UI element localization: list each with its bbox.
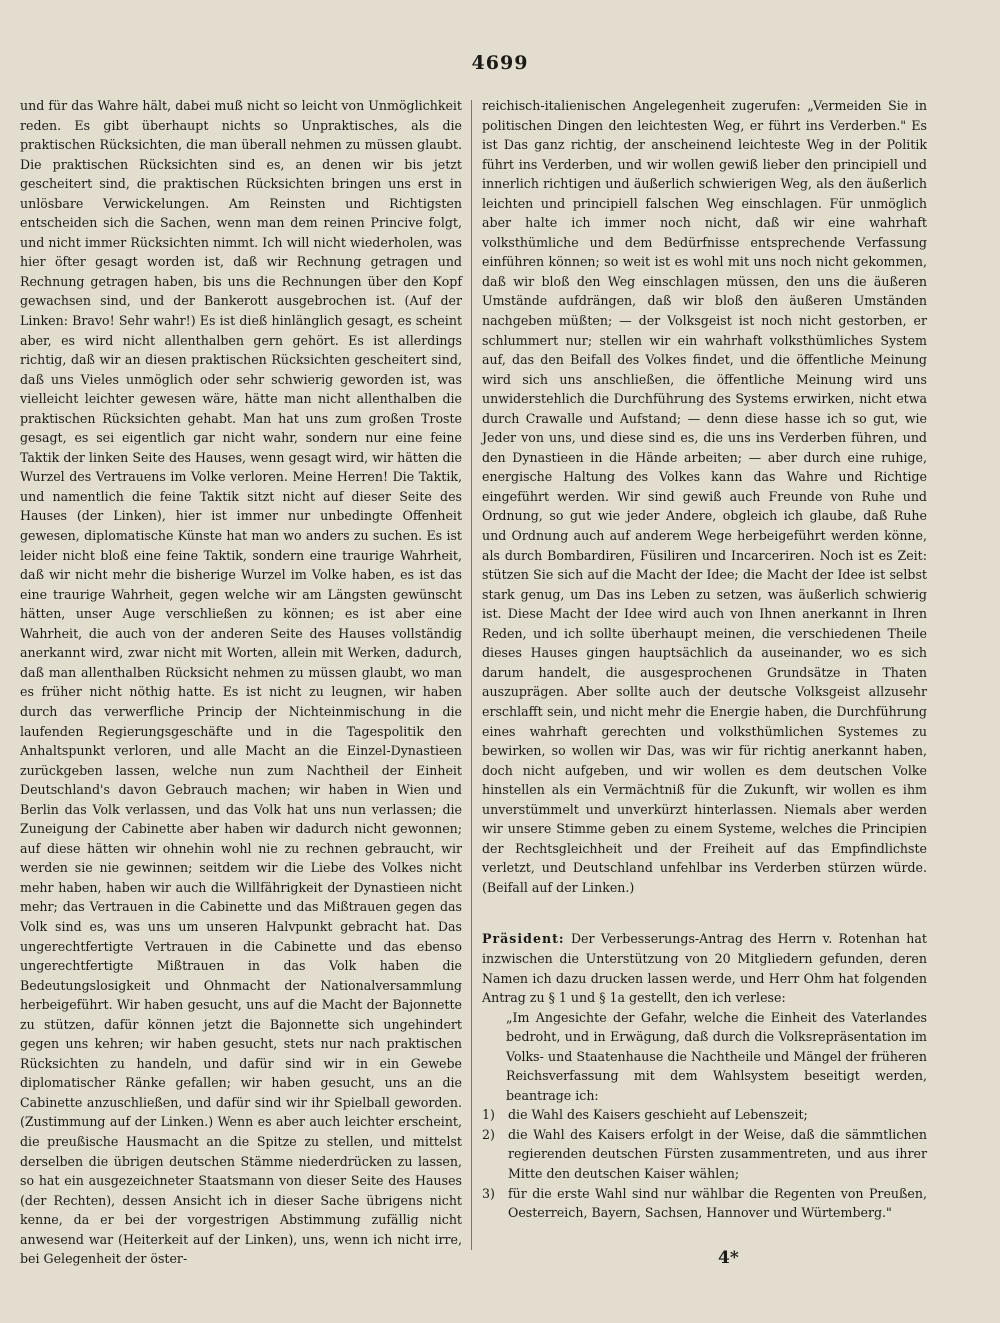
motion-list <box>482 1105 927 1222</box>
president-text: Der Verbesserungs-Antrag des Herrn v. Rotenhan hat inzwischen die Unterstützung von 20 Mitgliedern gefunden, deren Namen ich dazu drucken lassen werde, und Herr Ohm hat folgenden Antrag zu § 1 und § 1a gestellt, den ich verlese: <box>482 931 927 1006</box>
list-item-text: die Wahl des Kaisers geschieht auf Lebenszeit; <box>508 1107 808 1123</box>
right-column <box>482 96 927 1223</box>
left-column <box>20 96 462 1269</box>
list-item-text: für die erste Wahl sind nur wählbar die Regenten von Preußen, Oesterreich, Bayern, Sachsen, Hannover und Würtemberg." <box>508 1185 927 1221</box>
list-item-number: 2) <box>482 1126 495 1142</box>
left-paragraph: und für das Wahre hält, dabei muß nicht so leicht von Unmöglichkeit reden. Es gibt überhaupt nichts so Unpraktisches, als die praktischen Rücksichten, die man überall nehmen zu müssen glaubt. Die praktischen Rücksichten sind es, an denen wir bis jetzt gescheitert sind, die praktischen Rücksichten bringen uns erst in unlösbare Verwickelungen. Am Reinsten und Richtigsten entscheiden sich die Sachen, wenn man dem reinen Princive folgt, und nicht immer Rücksichten nimmt. Ich will nicht wiederholen, was hier öfter gesagt worden ist, daß wir Rechnung getragen und Rechnung getragen haben, bis uns die Rechnungen über den Kopf gewachsen sind, und der Bankerott ausgebrochen ist. (Auf der Linken: Bravo! Sehr wahr!) Es ist dieß hinlänglich gesagt, es scheint aber, es wird nicht allenthalben gern gehört. Es ist allerdings richtig, daß wir an diesen praktischen Rücksichten gescheitert sind, daß uns Vieles unmöglich oder sehr schwierig geworden ist, was vielleicht leichter gewesen wäre, hätte man nicht allenthalben die praktischen Rücksichten gehabt. Man hat uns zum großen Troste gesagt, es sei eigentlich gar nicht wahr, sondern nur eine feine Taktik der linken Seite des Hauses, wenn gesagt wird, wir hätten die Wurzel des Vertrauens im Volke verloren. Meine Herren! Die Taktik, und namentlich die feine Taktik sitzt nicht auf dieser Seite des Hauses (der Linken), hier ist immer nur unbedingte Offenheit gewesen, diplomatische Künste hat man wo anders zu suchen. Es ist leider nicht bloß eine feine Taktik, sondern eine traurige Wahrheit, daß wir nicht mehr die bisherige Wurzel im Volke haben, es ist das eine traurige Wahrheit, gegen welche wir am Längsten gewünscht hätten, unser Auge verschließen zu können; es ist aber eine Wahrheit, die auch von der anderen Seite des Hauses vollständig anerkannt wird, zwar nicht mit Worten, allein mit Werken, dadurch, daß man allenthalben Rücksicht nehmen zu müssen glaubt, wo man es früher nicht nöthig hatte. Es ist nicht zu leugnen, wir haben durch das verwerfliche Princip der Nichteinmischung in die laufenden Regierungsgeschäfte und in die Tagespolitik den Anhaltspunkt verloren, und alle Macht an die Einzel-Dynastieen zurückgeben lassen, welche nun zum Nachtheil der Einheit Deutschland's davon Gebrauch machen; wir haben in Wien und Berlin das Volk verlassen, und das Volk hat uns nun verlassen; die Zuneigung der Cabinette aber haben wir dadurch nicht gewonnen; auf diese hätten wir ohnehin wohl nie zu rechnen gebraucht, wir werden sie nie gewinnen; seitdem wir die Liebe des Volkes nicht mehr haben, haben wir auch die Willfährigkeit der Dynastieen nicht mehr; das Vertrauen in die Cabinette und das Mißtrauen gegen das Volk sind es, was uns um unseren Halvpunkt gebracht hat. Das ungerechtfertigte Vertrauen in die Cabinette und das ebenso ungerechtfertigte Mißtrauen in das Volk haben die Bedeutungslosigkeit und Ohnmacht der Nationalversammlung herbeigeführt. Wir haben gesucht, uns auf die Macht der Bajonnette zu stützen, dafür können jetzt die Bajonnette sich ungehindert gegen uns kehren; wir haben gesucht, stets nur nach praktischen Rücksichten zu handeln, und dafür sind wir in ein Gewebe diplomatischer Ränke gefallen; wir haben gesucht, uns an die Cabinette anzuschließen, und dafür sind wir ihr Spielball geworden. (Zustimmung auf der Linken.) Wenn es aber auch leichter erscheint, die preußische Hausmacht an die Spitze zu stellen, und mittelst derselben die übrigen deutschen Stämme niederdrücken zu lassen, so hat ein ausgezeichneter Staatsmann von dieser Seite des Hauses (der Rechten), dessen Ansicht ich in dieser Sache übrigens nicht kenne, da er bei der vorgestrigen Abstimmung zufällig nicht anwesend war (Heiterkeit auf der Linken), uns, wenn ich nicht irre, bei Gelegenheit der öster- <box>20 98 462 1267</box>
speaker-label: Präsident: <box>482 931 565 947</box>
page-number: 4699 <box>471 52 529 74</box>
list-item <box>482 1184 927 1223</box>
right-paragraph: reichisch-italienischen Angelegenheit zugerufen: „Vermeiden Sie in politischen Dingen den leichtesten Weg, er führt ins Verderben." Es ist Das ganz richtig, der anscheinend leichteste Weg in der Politik führt ins Verderben, und wir wollen gewiß lieber den principiell und innerlich richtigen und äußerlich schwierigen Weg, als den äußerlich leichten und principiell falschen Weg einschlagen. Für unmöglich aber halte ich immer noch nicht, daß wir eine wahrhaft volksthümliche und dem Bedürfnisse entsprechende Verfassung einführen können; so weit ist es wohl mit uns noch nicht gekommen, daß wir bloß den Weg einschlagen müssen, den uns die äußeren Umstände aufdrängen, daß wir bloß den äußeren Umständen nachgeben müßten; — der Volksgeist ist noch nicht gestorben, er schlummert nur; stellen wir ein wahrhaft volksthümliches System auf, das den Beifall des Volkes findet, und die öffentliche Meinung wird sich uns anschließen, die öffentliche Meinung wird uns unwiderstehlich die Durchführung des Systems erwirken, nicht etwa durch Crawalle und Aufstand; — denn diese hasse ich so gut, wie Jeder von uns, und diese sind es, die uns ins Verderben führen, und den Dynastieen in die Hände arbeiten; — aber durch eine ruhige, energische Haltung des Volkes kann das Wahre und Richtige eingeführt werden. Wir sind gewiß auch Freunde von Ruhe und Ordnung, so gut wie jeder Andere, obgleich ich glaube, daß Ruhe und Ordnung auch auf anderem Wege herbeigeführt werden könne, als durch Bombardiren, Füsiliren und Incarceriren. Noch ist es Zeit: stützen Sie sich auf die Macht der Idee; die Macht der Idee ist selbst stark genug, um Das ins Leben zu setzen, was äußerlich schwierig ist. Diese Macht der Idee wird auch von Ihnen anerkannt in Ihren Reden, und ich sollte überhaupt meinen, die verschiedenen Theile dieses Hauses gingen hauptsächlich da auseinander, wo es sich darum handelt, die ausgesprochenen Grundsätze in Thaten auszuprägen. Aber sollte auch der deutsche Volksgeist allzusehr erschlafft sein, und nicht mehr die Energie haben, die Durchführung eines wahrhaft gerechten und volksthümlichen Systemes zu bewirken, so wollen wir Das, was wir für richtig anerkannt haben, doch nicht aufgeben, und wir wollen es dem deutschen Volke hinstellen als ein Vermächtniß für die Zukunft, wir wollen es ihm unverstümmelt und unverkürzt hinterlassen. Niemals aber werden wir unsere Stimme geben zu einem Systeme, welches die Principien der Rechtsgleichheit und der Freiheit auf das Empfindlichste verletzt, und Deutschland unfehlbar ins Verderben stürzen würde. (Beifall auf der Linken.) <box>482 98 927 895</box>
list-item-number: 3) <box>482 1185 495 1201</box>
list-item <box>482 1105 927 1125</box>
motion-quote: „Im Angesichte der Gefahr, welche die Einheit des Vaterlandes bedroht, und in Erwägung, daß durch die Volksrepräsentation im Volks- und Staatenhause die Nachtheile und Mängel der früheren Reichsverfassung mit dem Wahlsystem beseitigt werden, beantrage ich: <box>506 1009 927 1103</box>
list-item-text: die Wahl des Kaisers erfolgt in der Weise, daß die sämmtlichen regierenden deutschen Fürsten zusammentreten, und aus ihrer Mitte den deutschen Kaiser wählen; <box>508 1126 927 1181</box>
president-paragraph <box>482 929 927 1007</box>
paragraph-gap <box>482 897 927 929</box>
printer-signature: 4* <box>718 1248 739 1268</box>
list-item-number: 1) <box>482 1107 495 1123</box>
column-divider <box>471 100 472 1250</box>
list-item <box>482 1125 927 1184</box>
